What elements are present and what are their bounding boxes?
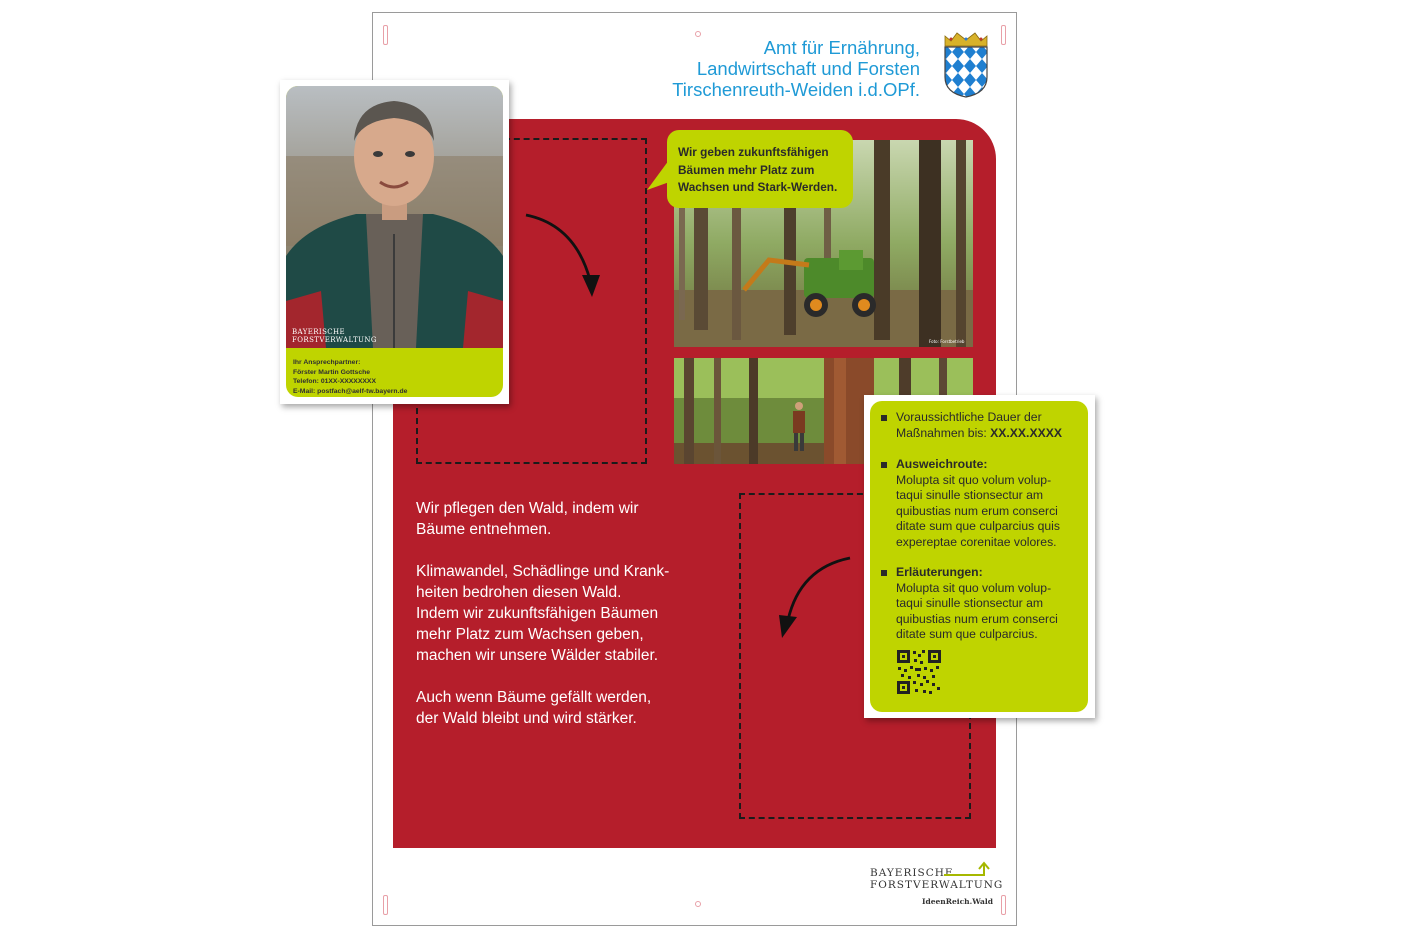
text-line: Bäume entnehmen. <box>416 521 552 538</box>
footer-slogan: IdeenReich.Wald <box>922 897 993 906</box>
end-date: XX.XX.XXXX <box>990 425 1062 440</box>
forester-portrait <box>286 86 503 348</box>
info-card <box>864 395 1095 718</box>
office-name-line: Amt für Ernährung, <box>763 37 920 58</box>
info-line: quibustias num erum conserci <box>896 611 1058 626</box>
crop-mark <box>1001 895 1006 915</box>
office-name-line: Landwirtschaft und Forsten <box>696 58 920 79</box>
contact-phone: Telefon: 01XX-XXXXXXXX <box>293 378 376 385</box>
info-line: quibustias num erum conserci <box>896 503 1058 518</box>
contact-card <box>280 80 509 404</box>
contact-card-inner <box>286 86 503 397</box>
bullet-icon <box>881 415 887 421</box>
photo-credit: Foto: Forstbetrieb <box>929 339 965 344</box>
info-card-inner <box>870 401 1088 712</box>
text-line: heiten bedrohen diesen Wald. <box>416 584 622 601</box>
main-text <box>416 498 716 750</box>
qr-code-icon[interactable] <box>896 649 942 695</box>
info-line: taqui sinulle stionsectur am <box>896 596 1043 610</box>
contact-email: E-Mail: postfach@aelf-tw.bayern.de <box>293 387 408 395</box>
speech-bubble <box>667 130 853 208</box>
crop-mark <box>383 25 388 45</box>
office-name <box>600 37 920 100</box>
curved-arrow-icon <box>520 205 610 305</box>
crop-mark <box>383 895 388 915</box>
text-line: Wir pflegen den Wald, indem wir <box>416 500 639 517</box>
text-line: Auch wenn Bäume gefällt werden, <box>416 689 652 706</box>
info-line: expereptae corenitae volores. <box>896 534 1057 549</box>
text-line: machen wir unsere Wälder stabiler. <box>416 647 659 664</box>
bubble-line: Bäumen mehr Platz zum <box>678 162 815 177</box>
info-line: ditate sum que culparcius quis <box>896 519 1060 533</box>
footer-logo-line: FORSTVERWALTUNG <box>870 879 1004 891</box>
text-line: der Wald bleibt und wird stärker. <box>416 710 637 727</box>
info-line: Molupta sit quo volum volup- <box>896 472 1052 487</box>
jacket-logo-text: FORSTVERWALTUNG <box>292 336 377 344</box>
text-line: mehr Platz zum Wachsen geben, <box>416 626 644 643</box>
jacket-logo-text: BAYERISCHE <box>292 328 346 336</box>
info-line: ditate sum que culparcius. <box>896 627 1038 641</box>
contact-name: Förster Martin Gottsche <box>293 368 371 376</box>
info-item-detour <box>896 457 1076 550</box>
curved-arrow-icon <box>770 550 860 645</box>
text-line: Klimawandel, Schädlinge und Krank- <box>416 563 670 580</box>
footer-logo-line: BAYERISCHE <box>870 867 954 879</box>
bullet-icon <box>881 462 887 468</box>
bavarian-coat-of-arms-icon <box>940 31 992 99</box>
info-line: taqui sinulle stionsectur am <box>896 488 1043 502</box>
contact-info <box>293 358 493 396</box>
info-heading: Ausweichroute: <box>896 457 988 471</box>
info-line <box>896 426 1076 442</box>
info-line-prefix: Maßnahmen bis: <box>896 425 991 440</box>
registration-mark <box>695 901 701 907</box>
bullet-icon <box>881 570 887 576</box>
info-item-duration <box>896 410 1076 441</box>
footer-logo-arrow-icon <box>944 860 994 880</box>
info-item-notes <box>896 565 1076 643</box>
bubble-line: Wir geben zukunftsfähigen <box>678 145 829 159</box>
crop-mark <box>1001 25 1006 45</box>
text-line: Indem wir zukunftsfähigen Bäumen <box>416 605 659 622</box>
info-line: Molupta sit quo volum volup- <box>896 580 1052 595</box>
bubble-line: Wachsen und Stark-Werden. <box>678 180 838 194</box>
contact-label: Ihr Ansprechpartner: <box>293 359 361 366</box>
info-line: Voraussichtliche Dauer der <box>896 410 1042 424</box>
office-name-line: Tirschenreuth-Weiden i.d.OPf. <box>672 79 920 100</box>
info-heading: Erläuterungen: <box>896 565 983 579</box>
